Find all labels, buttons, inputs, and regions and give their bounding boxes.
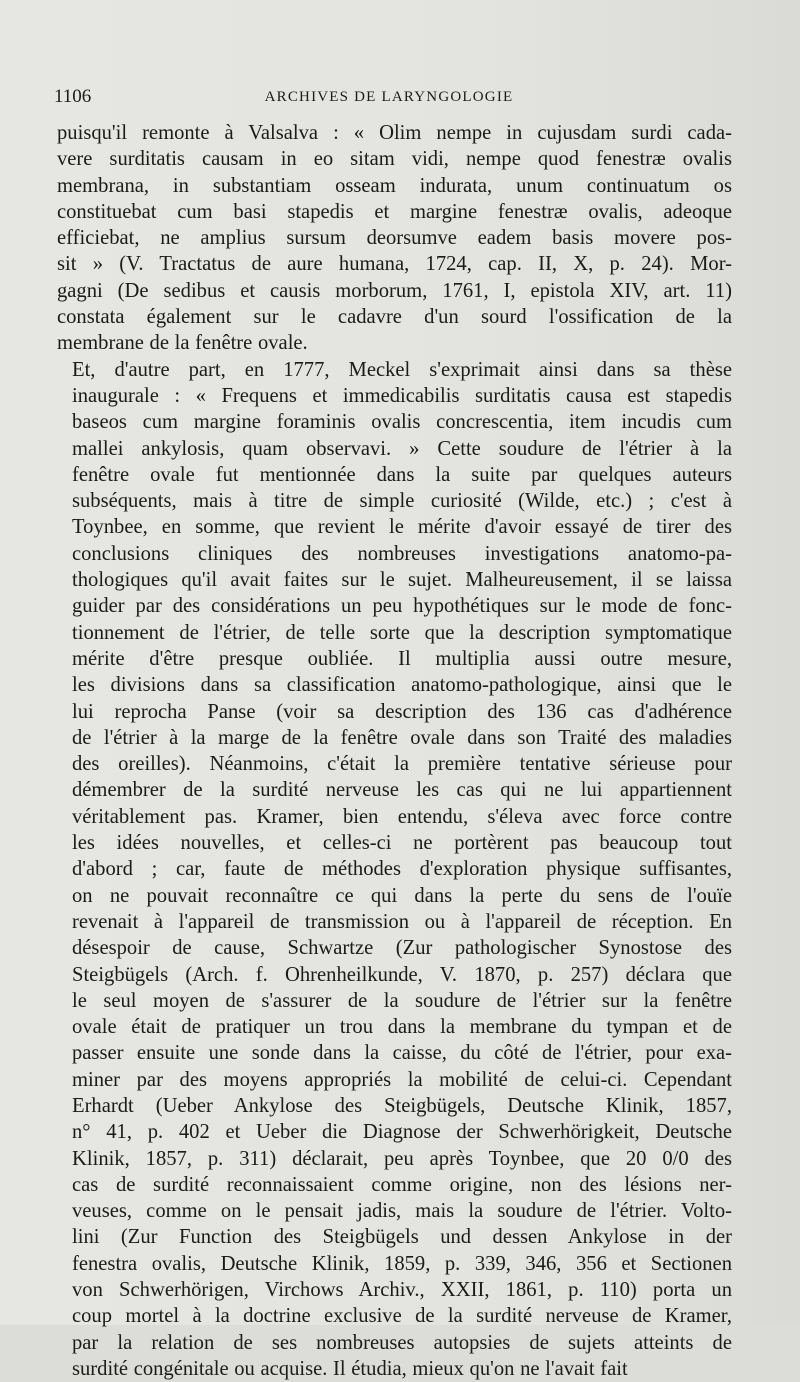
text-line: vere surditatis causam in eo sitam vidi, nempe quod fenestræ ovalis	[57, 148, 732, 171]
text-line: baseos cum margine foraminis ovalis concrescentia, item incudis cum	[72, 411, 732, 434]
text-line: tionnement de l'étrier, de telle sorte que la description symptomatique	[72, 621, 732, 644]
text-line: puisqu'il remonte à Valsalva : « Olim nempe in cujusdam surdi cada-	[57, 122, 732, 144]
text-line: veuses, comme on le pensait jadis, mais la soudure de l'étrier. Volto-	[72, 1200, 732, 1223]
text-line: on ne pouvait reconnaître ce qui dans la perte du sens de l'ouïe	[72, 884, 732, 907]
text-line: ovale était de pratiquer un trou dans la membrane du tympan et de	[72, 1016, 732, 1039]
text-line: miner par des moyens appropriés la mobilité de celui-ci. Cependant	[72, 1068, 732, 1091]
text-line: conclusions cliniques des nombreuses investigations anatomo-pa-	[72, 542, 732, 565]
text-line: Klinik, 1857, p. 311) déclarait, peu après Toynbee, que 20 0/0 des	[72, 1147, 732, 1170]
text-line: gagni (De sedibus et causis morborum, 1761, I, epistola XIV, art. 11)	[57, 279, 732, 302]
text-line: fenestra ovalis, Deutsche Klinik, 1859, p. 339, 346, 356 et Sectionen	[72, 1252, 732, 1275]
text-line: revenait à l'appareil de transmission ou à l'appareil de réception. En	[72, 910, 732, 933]
text-line: lini (Zur Function des Steigbügels und dessen Ankylose in der	[72, 1226, 732, 1249]
text-line: membrana, in substantiam osseam indurata, unum continuatum os	[57, 174, 732, 197]
text-line: efficiebat, ne amplius sursum deorsumve eadem basis movere pos-	[57, 227, 732, 250]
paragraph-2	[57, 357, 732, 1382]
text-line: guider par des considérations un peu hypothétiques sur le mode de fonc-	[72, 595, 732, 618]
text-line: désespoir de cause, Schwartze (Zur pathologischer Synostose des	[72, 937, 732, 960]
text-line: fenêtre ovale fut mentionnée dans la suite par quelques auteurs	[72, 463, 732, 486]
body-text	[57, 120, 732, 1382]
text-line: Toynbee, en somme, que revient le mérite d'avoir essayé de tirer des	[72, 516, 732, 539]
text-line: surdité congénitale ou acquise. Il étudia, mieux qu'on ne l'avait fait	[72, 1357, 628, 1380]
text-line: d'abord ; car, faute de méthodes d'exploration physique suffisantes,	[72, 858, 732, 881]
text-line: inaugurale : « Frequens et immedicabilis surditatis causa est stapedis	[72, 384, 732, 407]
text-line: mérite d'être presque oubliée. Il multiplia aussi outre mesure,	[72, 647, 732, 670]
text-line: von Schwerhörigen, Virchows Archiv., XXII, 1861, p. 110) porta un	[72, 1279, 732, 1302]
page-number: 1106	[54, 86, 92, 107]
paragraph-1	[57, 120, 732, 357]
text-line: Steigbügels (Arch. f. Ohrenheilkunde, V. 1870, p. 257) déclara que	[72, 963, 732, 986]
text-line: Et, d'autre part, en 1777, Meckel s'exprimait ainsi dans sa thèse	[72, 358, 732, 381]
text-line: mallei ankylosis, quam observavi. » Cette soudure de l'étrier à la	[72, 437, 732, 460]
text-line: de l'étrier à la marge de la fenêtre ovale dans son Traité des maladies	[72, 726, 732, 749]
text-line: les idées nouvelles, et celles-ci ne portèrent pas beaucoup tout	[72, 832, 732, 855]
text-line: le seul moyen de s'assurer de la soudure de l'étrier sur la fenêtre	[72, 989, 732, 1012]
text-line: thologiques qu'il avait faites sur le sujet. Malheureusement, il se laissa	[72, 569, 732, 592]
text-line: subséquents, mais à titre de simple curiosité (Wilde, etc.) ; c'est à	[72, 490, 732, 513]
text-line: démembrer de la surdité nerveuse les cas qui ne lui appartiennent	[72, 779, 732, 802]
text-line: Erhardt (Ueber Ankylose des Steigbügels, Deutsche Klinik, 1857,	[72, 1094, 732, 1117]
text-line: des oreilles). Néanmoins, c'était la première tentative sérieuse pour	[72, 753, 732, 776]
text-line: les divisions dans sa classification anatomo-pathologique, ainsi que le	[72, 674, 732, 697]
text-line: passer ensuite une sonde dans la caisse, du côté de l'étrier, pour exa-	[72, 1042, 732, 1065]
text-line: constituebat cum basi stapedis et margine fenestræ ovalis, adeoque	[57, 200, 732, 223]
text-line: coup mortel à la doctrine exclusive de la surdité nerveuse de Kramer,	[72, 1305, 732, 1328]
journal-title: ARCHIVES DE LARYNGOLOGIE	[264, 89, 514, 105]
text-line: constata également sur le cadavre d'un sourd l'ossification de la	[57, 306, 732, 329]
text-line: sit » (V. Tractatus de aure humana, 1724, cap. II, X, p. 24). Mor-	[57, 253, 732, 276]
text-line: véritablement pas. Kramer, bien entendu, s'éleva avec force contre	[72, 805, 732, 828]
running-head	[54, 86, 724, 112]
text-line: lui reprocha Panse (voir sa description des 136 cas d'adhérence	[72, 700, 732, 723]
text-line: par la relation de ses nombreuses autopsies de sujets atteints de	[72, 1331, 732, 1354]
text-line: cas de surdité reconnaissaient comme origine, non des lésions ner-	[72, 1173, 732, 1196]
text-line: membrane de la fenêtre ovale.	[57, 332, 308, 355]
text-line: n° 41, p. 402 et Ueber die Diagnose der Schwerhörigkeit, Deutsche	[72, 1121, 732, 1144]
